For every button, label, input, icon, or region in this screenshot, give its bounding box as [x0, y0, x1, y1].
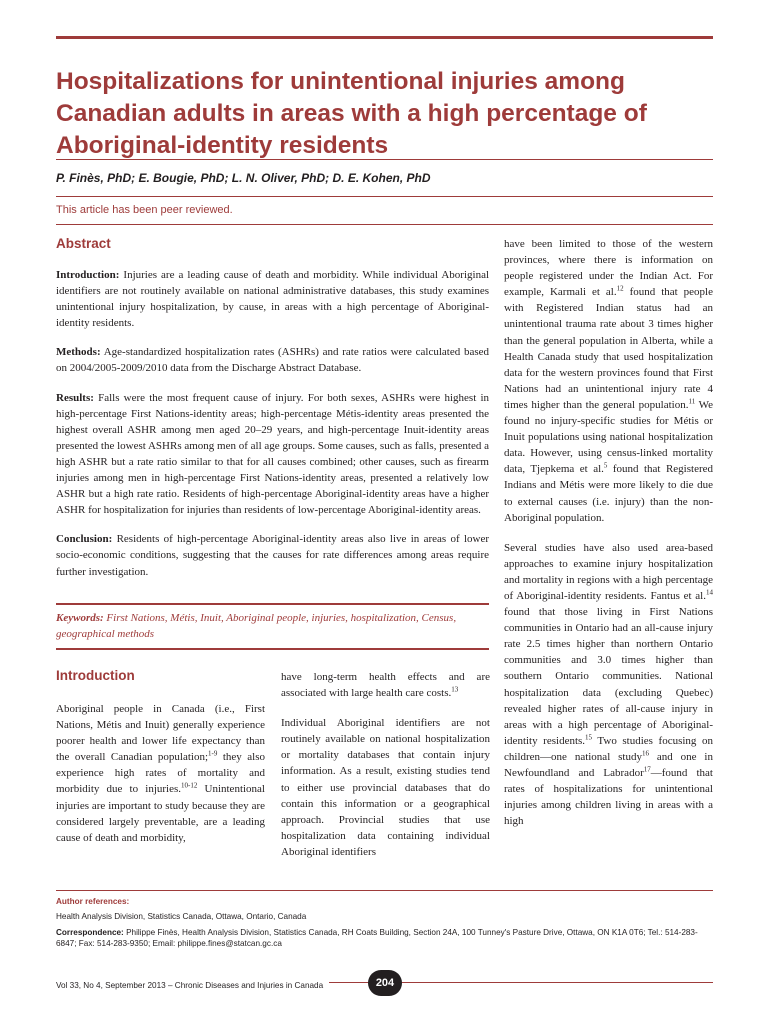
correspondence-text: Philippe Finès, Health Analysis Division, Statistics Canada, RH Coats Building, Section 24A, 100 Tunney's Pasture Drive, Ottawa, ON K1A 0T6; Tel.: 514-283-6847; Fax: 514-283-9350; Email: philippe.fines@statcan.gc.ca — [56, 928, 698, 948]
right-p2-text-e: —found that rates of hospitalizations for unintentional injuries among children living in areas with a high — [504, 767, 713, 828]
intro-p1-cont-text: have long-term health effects and are associated with large health care costs. — [281, 671, 490, 700]
abstract-methods-text: Age-standardized hospitalization rates (ASHRs) and rate ratios were calculated based on 2004/2005-2009/2010 data from the Discharge Abstract Database. — [56, 346, 489, 375]
right-p2-text-c: Two studies focusing on children—one national study — [504, 734, 713, 763]
introduction-heading: Introduction — [56, 668, 135, 683]
abstract-section — [56, 236, 489, 580]
keywords — [56, 610, 489, 642]
page-number: 204 — [368, 970, 402, 996]
keywords-label: Keywords: — [56, 612, 104, 624]
footer-journal-wrap — [56, 975, 329, 993]
author-references — [56, 897, 713, 949]
intro-p1-text-b: they also experience high rates of mortality and morbidity due to injuries. — [56, 751, 265, 796]
author-references-heading: Author references: — [56, 897, 130, 906]
keywords-rule-top — [56, 603, 489, 605]
abstract-methods — [56, 344, 489, 376]
introduction-paragraph-1-cont — [281, 669, 490, 701]
keywords-rule-bottom — [56, 648, 489, 650]
citation: 10-12 — [181, 781, 198, 790]
citation: 17 — [643, 765, 651, 774]
introduction-column-2 — [281, 669, 490, 860]
footer-journal: Vol 33, No 4, September 2013 – Chronic Diseases and Injuries in Canada — [56, 981, 324, 990]
right-p1-text-d: found that Registered Indians and Métis were more likely to die due to external causes (i.e. injury) than the non-Aboriginal population. — [504, 463, 713, 524]
citation: 13 — [451, 685, 459, 694]
citation: 15 — [585, 733, 593, 742]
citation: 5 — [603, 461, 608, 470]
abstract-methods-label: Methods: — [56, 346, 101, 359]
citation: 11 — [688, 397, 696, 406]
citation: 1-9 — [208, 749, 218, 758]
refs-divider — [56, 890, 713, 891]
abstract-results-text: Falls were the most frequent cause of injury. For both sexes, ASHRs were highest in high-percentage First Nations-identity areas; high-percentage Métis-identity areas presented the highest overall ASHR among men aged 20–29 years, and high-percentage Inuit-identity areas presented the lowest ASHRs among men of all age groups. Some causes, such as falls, presented a high ASHR but a rate ratio similar to that for all causes combined; other causes, such as firearm injuries among men in high-percentage First Nations-identity areas, presented a relatively low ASHR but a high rate ratio. Residents of high-percentage Aboriginal-identity areas have a higher ASHR for hospitalization for injuries than residents of low-percentage Aboriginal-identity areas. — [56, 391, 490, 517]
authors-divider — [56, 196, 713, 197]
right-p2-text-a: Several studies have also used area-based approaches to examine injury hospitalization and mortality in regions with a high percentage of Aboriginal-identity residents. Fantus et al. — [504, 541, 713, 602]
abstract-results-label: Results: — [56, 391, 94, 404]
citation: 16 — [641, 749, 649, 758]
right-paragraph-1 — [504, 236, 713, 526]
abstract-results — [56, 390, 489, 519]
abstract-conclusion — [56, 531, 489, 579]
intro-p1-text-a: Aboriginal people in Canada (i.e., First Nations, Métis and Inuit) generally experience poorer health and lower life expectancy than the overall Canadian population; — [56, 703, 265, 764]
abstract-introduction — [56, 267, 489, 331]
citation: 14 — [706, 588, 713, 597]
peer-review-note: This article has been peer reviewed. — [56, 204, 233, 216]
introduction-paragraph-2: Individual Aboriginal identifiers are not routinely available on national hospitalization or mortality databases that contain injury information. As a result, existing studies tend to either use provincial databases that do contain this information or a geographical approach. Provincial studies that use hospitalization data containing individual Aboriginal identifiers — [281, 717, 490, 858]
header-divider — [56, 224, 713, 225]
correspondence-label: Correspondence: — [56, 928, 124, 937]
right-column — [504, 236, 713, 829]
right-paragraph-2 — [504, 540, 713, 830]
introduction-paragraph-1 — [56, 701, 265, 846]
abstract-introduction-label: Introduction: — [56, 269, 120, 281]
right-p1-text-a: have been limited to those of the western provinces, where there is information on people registered under the Indian Act. For example, Karmali et al. — [504, 238, 713, 299]
abstract-introduction-text: Injuries are a leading cause of death and morbidity. While individual Aboriginal identifiers are not routinely available on national administrative databases, this study examines unintentional injury hospitalization, by cause, in areas with a high percentage of Aboriginal-identity residents. — [56, 269, 490, 330]
right-p1-text-c: We found no injury-specific studies for Métis or Inuit populations using national hospitalization data. However, using census-linked mortality data, Tjepkema et al. — [504, 398, 714, 476]
abstract-conclusion-label: Conclusion: — [56, 533, 113, 546]
affiliation: Health Analysis Division, Statistics Canada, Ottawa, Ontario, Canada — [56, 912, 307, 921]
intro-p1-text-c: Unintentional injuries are important to study because they are considered largely preventable, are a leading cause of death and morbidity, — [56, 783, 265, 844]
right-p2-text-d: and one in Newfoundland and Labrador — [504, 750, 713, 779]
author-list: P. Finès, PhD; E. Bougie, PhD; L. N. Oliver, PhD; D. E. Kohen, PhD — [56, 171, 431, 185]
citation: 12 — [616, 284, 624, 293]
abstract-conclusion-text: Residents of high-percentage Aboriginal-identity areas also live in areas of lower socio-economic conditions, suggesting that the causes for rate differences among areas require further investigation. — [56, 533, 490, 578]
right-p1-text-b: found that people with Registered Indian status had an unintentional trauma rate about 3 times higher than the general population in Alberta, while a Health Canada study that used hospitalization data for the western provinces found that First Nations had an unintentional injury rate 4 times higher than the general population. — [504, 286, 713, 411]
title-divider — [56, 159, 713, 160]
right-p2-text-b: found that those living in First Nations communities in Ontario had an all-cause injury rate 2.5 times higher than northern Ontario communities and 3.0 times higher than southern Ontario communities. National hospitalization data (excluding Quebec) revealed higher rates of all-cause injury in areas with a high percentage of Aboriginal-identity residents. — [504, 606, 713, 747]
article-title: Hospitalizations for unintentional injuries among Canadian adults in areas with a high percentage of Aboriginal-identity residents — [56, 68, 647, 159]
abstract-heading: Abstract — [56, 236, 111, 251]
top-rule — [56, 36, 713, 39]
correspondence — [56, 927, 713, 949]
keywords-text: First Nations, Métis, Inuit, Aboriginal people, injuries, hospitalization, Census, geographical methods — [56, 612, 457, 641]
